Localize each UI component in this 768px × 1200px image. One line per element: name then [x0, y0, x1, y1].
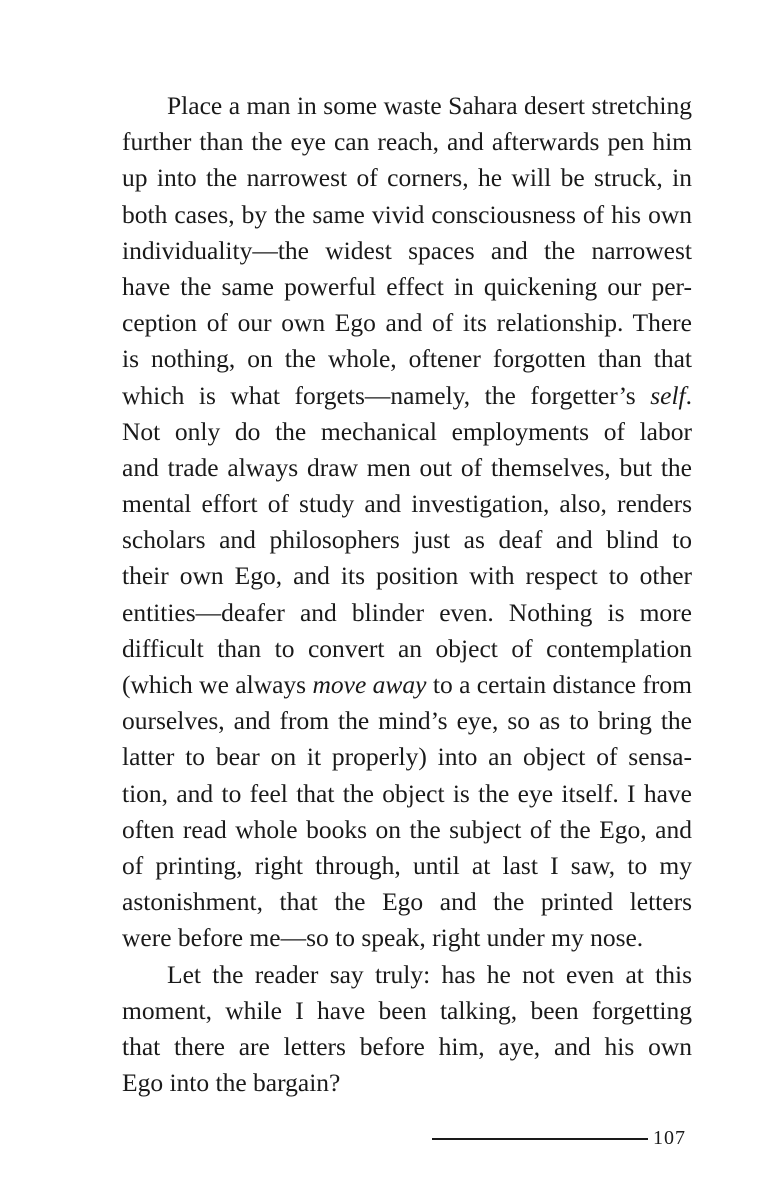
text-run: to a certain distance from [426, 670, 693, 699]
text-line: both cases, by the same vivid consciousness of his own [122, 199, 692, 229]
page-number: 107 [653, 1127, 686, 1149]
text-line: tion, and to feel that the object is the eye itself. I have [122, 778, 692, 808]
italic-text: self [650, 380, 686, 410]
text-line: astonishment, that the Ego and the printed letters [122, 887, 692, 917]
text-line: have the same powerful effect in quickening our per- [122, 271, 692, 301]
page-body [122, 88, 692, 1101]
text-line: mental effort of study and investigation, also, renders [122, 489, 692, 519]
text-line: scholars and philosophers just as deaf and blind to [122, 525, 692, 555]
text-line: Ego into the bargain? [122, 1068, 341, 1098]
text-line: ourselves, and from the mind’s eye, so as to bring the [122, 706, 692, 736]
text-line [122, 667, 692, 703]
text-line: were before me—so to speak, right under my nose. [122, 923, 644, 953]
text-line: often read whole books on the subject of the Ego, and [122, 814, 692, 844]
paragraph [122, 88, 692, 957]
footer-rule [432, 1138, 648, 1140]
text-line: ception of our own Ego and of its relationship. There [122, 308, 692, 338]
text-line [122, 378, 692, 414]
text-line: Place a man in some waste Sahara desert stretching [167, 91, 692, 120]
text-line: latter to bear on it properly) into an object of sensa- [122, 742, 692, 772]
paragraph [122, 957, 692, 1102]
text-run: (which we always [122, 670, 313, 699]
text-run: which is what forgets—namely, the forgetter’s [122, 380, 651, 410]
text-line: up into the narrowest of corners, he will be struck, in [122, 163, 692, 193]
text-run: . [685, 380, 692, 410]
text-line: individuality—the widest spaces and the narrowest [122, 235, 692, 265]
text-line: Let the reader say truly: has he not even at this [167, 959, 692, 989]
text-line: entities—deafer and blinder even. Nothing is more [122, 597, 692, 627]
text-line: difficult than to convert an object of contemplation [122, 633, 692, 663]
text-line: Not only do the mechanical employments of labor [122, 416, 692, 446]
text-line: their own Ego, and its position with respect to other [122, 561, 692, 591]
text-line: moment, while I have been talking, been forgetting [122, 995, 692, 1025]
text-line: is nothing, on the whole, oftener forgotten than that [122, 344, 692, 374]
text-line: that there are letters before him, aye, and his own [122, 1031, 692, 1061]
text-block [122, 88, 692, 1101]
page-footer [432, 1127, 690, 1149]
text-line: further than the eye can reach, and afterwards pen him [122, 127, 692, 157]
text-line: and trade always draw men out of themselves, but the [122, 452, 692, 482]
text-line: of printing, right through, until at last I saw, to my [122, 850, 692, 880]
italic-text: move away [312, 670, 427, 699]
